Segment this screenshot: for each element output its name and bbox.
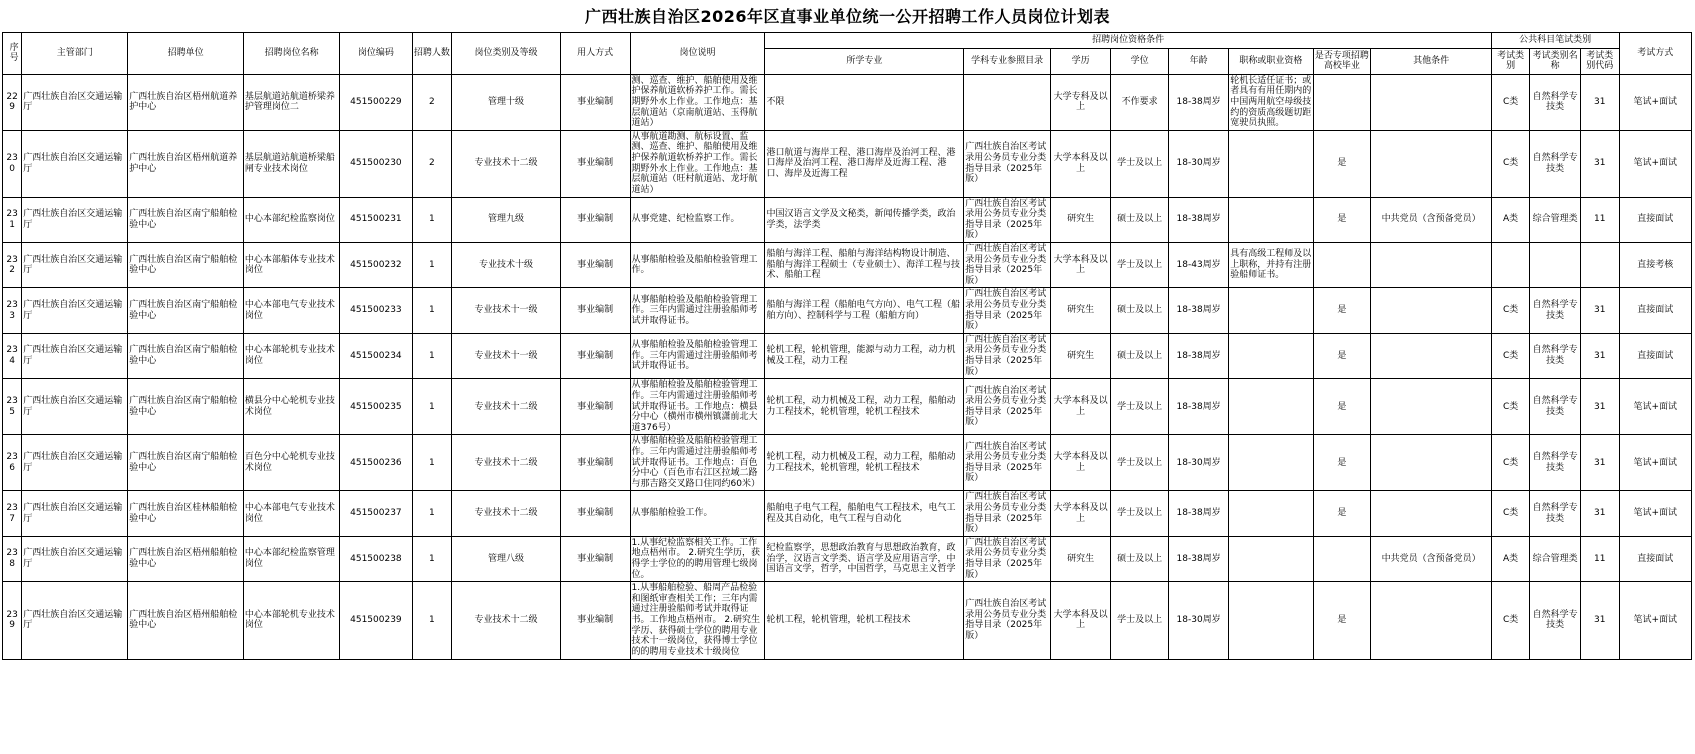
row-major-catalog: 广西壮族自治区考试录用公务员专业分类指导目录（2025年版） — [964, 130, 1051, 197]
row-unit: 广西壮族自治区南宁船舶检验中心 — [128, 379, 244, 435]
row-dept: 广西壮族自治区交通运输厅 — [22, 74, 128, 130]
row-exam-code: 31 — [1580, 435, 1619, 491]
row-employ-type: 事业编制 — [560, 74, 630, 130]
row-unit: 广西壮族自治区桂林船舶检验中心 — [128, 491, 244, 536]
row-other — [1371, 379, 1491, 435]
row-employ-type: 事业编制 — [560, 242, 630, 287]
row-dept: 广西壮族自治区交通运输厅 — [22, 130, 128, 197]
row-post-desc: 从事航道勘测、航标设置、监测、巡查、维护、船舶使用及维护保养航道软桥养护工作。需长期野外水上作业。工作地点：基层航道站（旺村航道站、龙圩航道站） — [630, 130, 765, 197]
row-special: 是 — [1313, 333, 1371, 378]
row-professional — [1229, 379, 1313, 435]
row-exam-name: 自然科学专技类 — [1530, 288, 1581, 333]
row-education: 大学专科及以上 — [1050, 74, 1110, 130]
row-other — [1371, 582, 1491, 659]
row-other — [1371, 74, 1491, 130]
row-special: 是 — [1313, 491, 1371, 536]
row-professional — [1229, 582, 1313, 659]
row-professional — [1229, 491, 1313, 536]
row-major: 船舶与海洋工程、船舶与海洋结构物设计制造、船舶与海洋工程硕士（专业硕士）、海洋工程与技术、船舶工程 — [765, 242, 964, 287]
row-exam-code: 31 — [1580, 74, 1619, 130]
row-employ-type: 事业编制 — [560, 582, 630, 659]
row-exam-code: 31 — [1580, 379, 1619, 435]
row-post-code: 451500231 — [340, 197, 412, 242]
row-post-name: 中心本部纪检监察岗位 — [243, 197, 339, 242]
table-header — [3, 33, 1692, 75]
row-post-desc: 1.从事纪检监察相关工作。工作地点梧州市。 2.研究生学历，获得学士学位的的聘用管理七级岗位。 — [630, 536, 765, 581]
row-post-type: 专业技术十二级 — [452, 491, 560, 536]
row-seq: 236 — [3, 435, 22, 491]
row-special: 是 — [1313, 379, 1371, 435]
row-degree: 学士及以上 — [1111, 242, 1169, 287]
row-major: 中国汉语言文学及文秘类，新闻传播学类，政治学类，法学类 — [765, 197, 964, 242]
row-seq: 237 — [3, 491, 22, 536]
row-exam-code: 11 — [1580, 197, 1619, 242]
table-body — [3, 74, 1692, 659]
row-exam-type: C类 — [1491, 582, 1530, 659]
row-education: 大学本科及以上 — [1050, 491, 1110, 536]
row-post-desc: 从事船舶检验及船舶检验管理工作。三年内需通过注册验船师考试并取得证书。 — [630, 288, 765, 333]
row-post-code: 451500229 — [340, 74, 412, 130]
row-education: 大学本科及以上 — [1050, 130, 1110, 197]
row-age: 18-30周岁 — [1169, 582, 1229, 659]
row-exam-name: 自然科学专技类 — [1530, 435, 1581, 491]
row-employ-type: 事业编制 — [560, 379, 630, 435]
row-other: 中共党员（含预备党员） — [1371, 197, 1491, 242]
row-employ-type: 事业编制 — [560, 130, 630, 197]
row-age: 18-43周岁 — [1169, 242, 1229, 287]
row-professional — [1229, 435, 1313, 491]
row-hire-num: 1 — [412, 288, 452, 333]
row-post-name: 中心本部纪检监察管理岗位 — [243, 536, 339, 581]
row-major-catalog: 广西壮族自治区考试录用公务员专业分类指导目录（2025年版） — [964, 242, 1051, 287]
row-other — [1371, 491, 1491, 536]
row-exam-method: 直接面试 — [1619, 288, 1691, 333]
row-exam-method: 笔试+面试 — [1619, 491, 1691, 536]
row-post-code: 451500235 — [340, 379, 412, 435]
row-degree: 学士及以上 — [1111, 130, 1169, 197]
header-professional: 职称或职业资格 — [1229, 48, 1313, 74]
row-hire-num: 1 — [412, 197, 452, 242]
row-degree: 硕士及以上 — [1111, 536, 1169, 581]
row-professional — [1229, 536, 1313, 581]
row-exam-name: 自然科学专技类 — [1530, 582, 1581, 659]
row-special: 是 — [1313, 288, 1371, 333]
row-exam-code: 31 — [1580, 582, 1619, 659]
row-seq: 230 — [3, 130, 22, 197]
row-employ-type: 事业编制 — [560, 197, 630, 242]
row-exam-name: 自然科学专技类 — [1530, 130, 1581, 197]
row-seq: 238 — [3, 536, 22, 581]
row-exam-code: 31 — [1580, 130, 1619, 197]
header-seq: 序号 — [3, 33, 22, 75]
header-employ-type: 用人方式 — [560, 33, 630, 75]
header-post-name: 招聘岗位名称 — [243, 33, 339, 75]
row-employ-type: 事业编制 — [560, 536, 630, 581]
row-exam-type: A类 — [1491, 197, 1530, 242]
row-age: 18-38周岁 — [1169, 333, 1229, 378]
row-professional — [1229, 130, 1313, 197]
row-exam-name: 自然科学专技类 — [1530, 333, 1581, 378]
row-major-catalog: 广西壮族自治区考试录用公务员专业分类指导目录（2025年版） — [964, 197, 1051, 242]
row-education: 大学本科及以上 — [1050, 582, 1110, 659]
row-exam-method: 直接面试 — [1619, 333, 1691, 378]
row-hire-num: 1 — [412, 333, 452, 378]
row-degree: 学士及以上 — [1111, 582, 1169, 659]
row-major: 轮机工程，动力机械及工程，动力工程，船舶动力工程技术，轮机管理，轮机工程技术 — [765, 379, 964, 435]
row-education: 研究生 — [1050, 197, 1110, 242]
row-seq: 229 — [3, 74, 22, 130]
row-post-code: 451500236 — [340, 435, 412, 491]
row-post-name: 基层航道站航道桥梁船闸专业技术岗位 — [243, 130, 339, 197]
row-exam-type: C类 — [1491, 333, 1530, 378]
row-hire-num: 1 — [412, 536, 452, 581]
row-unit: 广西壮族自治区梧州船舶检验中心 — [128, 536, 244, 581]
row-exam-name: 自然科学专技类 — [1530, 74, 1581, 130]
row-education: 研究生 — [1050, 536, 1110, 581]
row-dept: 广西壮族自治区交通运输厅 — [22, 491, 128, 536]
row-major-catalog: 广西壮族自治区考试录用公务员专业分类指导目录（2025年版） — [964, 288, 1051, 333]
row-post-type: 管理九级 — [452, 197, 560, 242]
row-post-type: 专业技术十一级 — [452, 333, 560, 378]
row-dept: 广西壮族自治区交通运输厅 — [22, 197, 128, 242]
row-dept: 广西壮族自治区交通运输厅 — [22, 536, 128, 581]
row-professional — [1229, 197, 1313, 242]
row-dept: 广西壮族自治区交通运输厅 — [22, 379, 128, 435]
header-age: 年龄 — [1169, 48, 1229, 74]
row-seq: 239 — [3, 582, 22, 659]
row-major: 轮机工程，轮机管理，能源与动力工程，动力机械及工程，动力工程 — [765, 333, 964, 378]
row-exam-method: 笔试+面试 — [1619, 130, 1691, 197]
header-major-catalog: 学科专业参照目录 — [964, 48, 1051, 74]
row-post-type: 专业技术十二级 — [452, 130, 560, 197]
row-unit: 广西壮族自治区南宁船舶检验中心 — [128, 242, 244, 287]
header-qualification-group: 招聘岗位资格条件 — [765, 33, 1491, 49]
row-exam-method: 笔试+面试 — [1619, 74, 1691, 130]
header-exam-method: 考试方式 — [1619, 33, 1691, 75]
row-education: 研究生 — [1050, 288, 1110, 333]
row-major-catalog: 广西壮族自治区考试录用公务员专业分类指导目录（2025年版） — [964, 582, 1051, 659]
row-dept: 广西壮族自治区交通运输厅 — [22, 333, 128, 378]
row-major-catalog — [964, 74, 1051, 130]
header-post-desc: 岗位说明 — [630, 33, 765, 75]
row-exam-method: 笔试+面试 — [1619, 582, 1691, 659]
row-post-desc: 测、巡查、维护、船舶使用及维护保养航道软桥养护工作。需长期野外水上作业。工作地点：基层航道站（京南航道站、玉得航道站） — [630, 74, 765, 130]
row-post-code: 451500233 — [340, 288, 412, 333]
table-row — [3, 435, 1692, 491]
row-major-catalog: 广西壮族自治区考试录用公务员专业分类指导目录（2025年版） — [964, 435, 1051, 491]
row-exam-method: 直接考核 — [1619, 242, 1691, 287]
row-age: 18-38周岁 — [1169, 536, 1229, 581]
row-hire-num: 1 — [412, 242, 452, 287]
row-degree: 学士及以上 — [1111, 379, 1169, 435]
header-unit: 招聘单位 — [128, 33, 244, 75]
row-special: 是 — [1313, 582, 1371, 659]
row-post-desc: 从事船舶检验工作。 — [630, 491, 765, 536]
row-major: 纪检监察学，思想政治教育与思想政治教育，政治学，汉语言文学类、语言学及应用语言学，中国语言文学，哲学，中国哲学，马克思主义哲学 — [765, 536, 964, 581]
row-exam-type: C类 — [1491, 288, 1530, 333]
row-post-code: 451500239 — [340, 582, 412, 659]
row-other — [1371, 288, 1491, 333]
row-hire-num: 1 — [412, 435, 452, 491]
row-exam-method: 笔试+面试 — [1619, 379, 1691, 435]
row-post-type: 专业技术十级 — [452, 242, 560, 287]
row-employ-type: 事业编制 — [560, 491, 630, 536]
row-exam-code: 31 — [1580, 333, 1619, 378]
row-seq: 235 — [3, 379, 22, 435]
row-dept: 广西壮族自治区交通运输厅 — [22, 582, 128, 659]
table-row — [3, 333, 1692, 378]
row-exam-code: 11 — [1580, 536, 1619, 581]
row-education: 大学本科及以上 — [1050, 435, 1110, 491]
row-special — [1313, 242, 1371, 287]
row-hire-num: 1 — [412, 491, 452, 536]
row-post-name: 中心本部船体专业技术岗位 — [243, 242, 339, 287]
row-exam-type: C类 — [1491, 74, 1530, 130]
row-post-name: 中心本部轮机专业技术岗位 — [243, 333, 339, 378]
row-hire-num: 1 — [412, 379, 452, 435]
row-exam-method: 直接面试 — [1619, 197, 1691, 242]
row-unit: 广西壮族自治区梧州航道养护中心 — [128, 130, 244, 197]
row-unit: 广西壮族自治区梧州船舶检验中心 — [128, 582, 244, 659]
row-exam-name: 自然科学专技类 — [1530, 379, 1581, 435]
row-degree: 硕士及以上 — [1111, 288, 1169, 333]
recruitment-plan-table — [2, 32, 1692, 660]
row-exam-name: 自然科学专技类 — [1530, 491, 1581, 536]
row-post-name: 百色分中心轮机专业技术岗位 — [243, 435, 339, 491]
header-post-code: 岗位编码 — [340, 33, 412, 75]
table-row — [3, 288, 1692, 333]
row-post-type: 专业技术十二级 — [452, 379, 560, 435]
row-hire-num: 1 — [412, 582, 452, 659]
row-major: 不限 — [765, 74, 964, 130]
row-special — [1313, 74, 1371, 130]
row-exam-type: C类 — [1491, 379, 1530, 435]
row-degree: 硕士及以上 — [1111, 333, 1169, 378]
row-employ-type: 事业编制 — [560, 333, 630, 378]
header-special: 是否专项招聘高校毕业 — [1313, 48, 1371, 74]
header-exam-code: 考试类别代码 — [1580, 48, 1619, 74]
row-post-type: 专业技术十一级 — [452, 288, 560, 333]
row-degree: 学士及以上 — [1111, 491, 1169, 536]
row-education: 大学本科及以上 — [1050, 379, 1110, 435]
row-post-name: 中心本部轮机专业技术岗位 — [243, 582, 339, 659]
row-major-catalog: 广西壮族自治区考试录用公务员专业分类指导目录（2025年版） — [964, 379, 1051, 435]
table-row — [3, 379, 1692, 435]
row-major-catalog: 广西壮族自治区考试录用公务员专业分类指导目录（2025年版） — [964, 536, 1051, 581]
row-post-type: 管理十级 — [452, 74, 560, 130]
header-public-group: 公共科目笔试类别 — [1491, 33, 1619, 49]
row-exam-type: C类 — [1491, 491, 1530, 536]
header-exam-name: 考试类别名称 — [1530, 48, 1581, 74]
row-post-desc: 从事船舶检验及船舶检验管理工作。三年内需通过注册验船师考试并取得证书。工作地点：横县分中心（横州市横州镇潇前北大道376号） — [630, 379, 765, 435]
row-exam-type: A类 — [1491, 536, 1530, 581]
row-special — [1313, 536, 1371, 581]
row-post-code: 451500232 — [340, 242, 412, 287]
header-dept: 主管部门 — [22, 33, 128, 75]
row-age: 18-30周岁 — [1169, 130, 1229, 197]
row-post-name: 横县分中心轮机专业技术岗位 — [243, 379, 339, 435]
row-exam-code: 31 — [1580, 288, 1619, 333]
row-major: 轮机工程，动力机械及工程，动力工程，船舶动力工程技术，轮机管理，轮机工程技术 — [765, 435, 964, 491]
row-post-code: 451500237 — [340, 491, 412, 536]
header-other: 其他条件 — [1371, 48, 1491, 74]
row-post-code: 451500238 — [340, 536, 412, 581]
row-unit: 广西壮族自治区南宁船舶检验中心 — [128, 288, 244, 333]
table-row — [3, 130, 1692, 197]
row-post-desc: 从事船舶检验及船舶检验管理工作。三年内需通过注册验船师考试并取得证书。工作地点：百色分中心（百色市右江区拉域二路与那吉路交叉路口住同约60米） — [630, 435, 765, 491]
table-row — [3, 536, 1692, 581]
row-professional — [1229, 333, 1313, 378]
row-other — [1371, 435, 1491, 491]
row-unit: 广西壮族自治区梧州航道养护中心 — [128, 74, 244, 130]
row-special: 是 — [1313, 130, 1371, 197]
row-seq: 234 — [3, 333, 22, 378]
row-exam-type: C类 — [1491, 435, 1530, 491]
row-professional — [1229, 288, 1313, 333]
header-hire-num: 招聘人数 — [412, 33, 452, 75]
row-other — [1371, 333, 1491, 378]
row-other — [1371, 130, 1491, 197]
row-degree: 不作要求 — [1111, 74, 1169, 130]
table-row — [3, 242, 1692, 287]
row-hire-num: 2 — [412, 130, 452, 197]
row-major: 轮机工程，轮机管理，轮机工程技术 — [765, 582, 964, 659]
row-employ-type: 事业编制 — [560, 288, 630, 333]
row-unit: 广西壮族自治区南宁船舶检验中心 — [128, 333, 244, 378]
row-post-desc: 从事党建、纪检监察工作。 — [630, 197, 765, 242]
row-age: 18-38周岁 — [1169, 379, 1229, 435]
row-post-desc: 1.从事船舶检验、船周产品检验和图纸审查相关工作；三年内需通过注册验船师考试并取得证书。工作地点梧州市。 2.研究生学历、获得硕士学位的聘用专业技术十一级岗位，获得博士学位的的聘用专业技术十级岗位 — [630, 582, 765, 659]
row-seq: 233 — [3, 288, 22, 333]
row-unit: 广西壮族自治区南宁船舶检验中心 — [128, 435, 244, 491]
row-unit: 广西壮族自治区南宁船舶检验中心 — [128, 197, 244, 242]
header-post-type: 岗位类别及等级 — [452, 33, 560, 75]
row-education: 研究生 — [1050, 333, 1110, 378]
row-age: 18-38周岁 — [1169, 491, 1229, 536]
row-post-type: 管理八级 — [452, 536, 560, 581]
row-age: 18-38周岁 — [1169, 197, 1229, 242]
row-exam-type: C类 — [1491, 130, 1530, 197]
row-post-desc: 从事船舶检验及船舶检验管理工作。三年内需通过注册验船师考试并取得证书。 — [630, 333, 765, 378]
row-age: 18-30周岁 — [1169, 435, 1229, 491]
row-major-catalog: 广西壮族自治区考试录用公务员专业分类指导目录（2025年版） — [964, 491, 1051, 536]
row-post-desc: 从事船舶检验及船舶检验管理工作。 — [630, 242, 765, 287]
row-other: 中共党员（含预备党员） — [1371, 536, 1491, 581]
row-special: 是 — [1313, 435, 1371, 491]
row-exam-method: 直接面试 — [1619, 536, 1691, 581]
row-education: 大学本科及以上 — [1050, 242, 1110, 287]
row-exam-name: 综合管理类 — [1530, 536, 1581, 581]
row-post-code: 451500234 — [340, 333, 412, 378]
row-dept: 广西壮族自治区交通运输厅 — [22, 435, 128, 491]
table-row — [3, 74, 1692, 130]
row-major: 港口航道与海岸工程、港口海岸及治河工程、港口海岸及治河工程、港口海岸及近海工程、港口、海岸及近海工程 — [765, 130, 964, 197]
row-dept: 广西壮族自治区交通运输厅 — [22, 288, 128, 333]
row-seq: 231 — [3, 197, 22, 242]
row-exam-code: 31 — [1580, 491, 1619, 536]
row-post-type: 专业技术十二级 — [452, 435, 560, 491]
row-professional: 具有高级工程师及以上职称，并持有注册验船师证书。 — [1229, 242, 1313, 287]
table-row — [3, 197, 1692, 242]
row-dept: 广西壮族自治区交通运输厅 — [22, 242, 128, 287]
row-age: 18-38周岁 — [1169, 74, 1229, 130]
row-post-type: 专业技术十二级 — [452, 582, 560, 659]
row-major: 船舶电子电气工程，船舶电气工程技术，电气工程及其自动化，电气工程与自动化 — [765, 491, 964, 536]
row-employ-type: 事业编制 — [560, 435, 630, 491]
page-title: 广西壮族自治区2026年区直事业单位统一公开招聘工作人员岗位计划表 — [584, 7, 1111, 26]
row-post-name: 中心本部电气专业技术岗位 — [243, 491, 339, 536]
header-major: 所学专业 — [765, 48, 964, 74]
row-exam-name: 综合管理类 — [1530, 197, 1581, 242]
row-other — [1371, 242, 1491, 287]
row-major-catalog: 广西壮族自治区考试录用公务员专业分类指导目录（2025年版） — [964, 333, 1051, 378]
table-row — [3, 582, 1692, 659]
row-exam-name — [1530, 242, 1581, 287]
row-seq: 232 — [3, 242, 22, 287]
row-post-name: 中心本部电气专业技术岗位 — [243, 288, 339, 333]
header-education: 学历 — [1050, 48, 1110, 74]
row-professional: 轮机长适任证书；或者具有有用任期内的中国两用航空母级技约的资质高级题切距宽驶员执照。 — [1229, 74, 1313, 130]
row-post-code: 451500230 — [340, 130, 412, 197]
header-degree: 学位 — [1111, 48, 1169, 74]
row-special: 是 — [1313, 197, 1371, 242]
row-exam-method: 笔试+面试 — [1619, 435, 1691, 491]
row-major: 船舶与海洋工程（船舶电气方向）、电气工程（船舶方向）、控制科学与工程（船舶方向） — [765, 288, 964, 333]
row-exam-type — [1491, 242, 1530, 287]
row-degree: 硕士及以上 — [1111, 197, 1169, 242]
row-post-name: 基层航道站航道桥梁养护管理岗位二 — [243, 74, 339, 130]
table-row — [3, 491, 1692, 536]
row-exam-code — [1580, 242, 1619, 287]
row-degree: 学士及以上 — [1111, 435, 1169, 491]
row-age: 18-38周岁 — [1169, 288, 1229, 333]
row-hire-num: 2 — [412, 74, 452, 130]
header-exam-type: 考试类别 — [1491, 48, 1530, 74]
